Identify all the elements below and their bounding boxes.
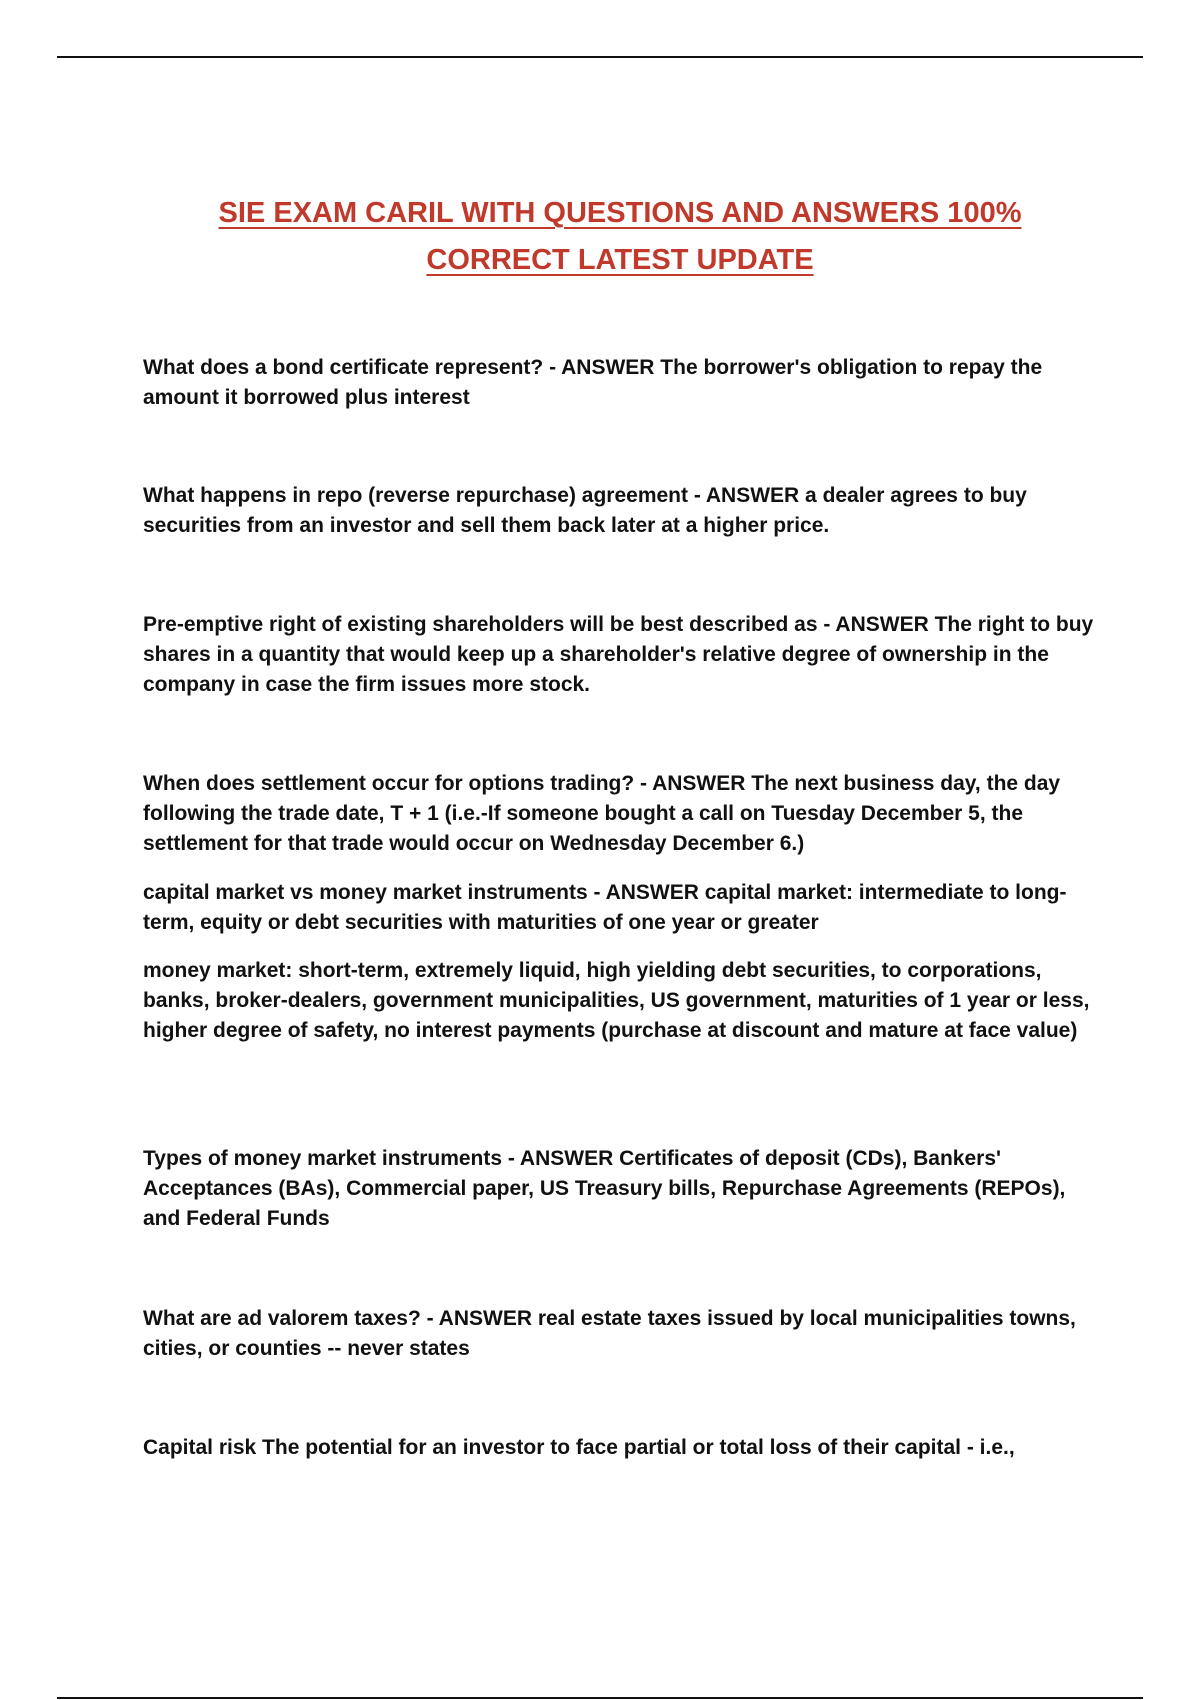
qa-entry-capital-risk: Capital risk The potential for an investor to face partial or total loss of their capital - i.e., bbox=[143, 1436, 1015, 1459]
title-line-1: SIE EXAM CARIL WITH QUESTIONS AND ANSWERS 100% bbox=[218, 197, 1022, 229]
title-line-2: CORRECT LATEST UPDATE bbox=[426, 244, 814, 276]
document-title bbox=[0, 190, 1200, 284]
footer-rule bbox=[57, 1697, 1143, 1699]
qa-entry-repo-agreement: What happens in repo (reverse repurchase) agreement - ANSWER a dealer agrees to buy securities from an investor and sell them back later at a higher price. bbox=[143, 484, 1027, 537]
qa-entry-money-market-types: Types of money market instruments - ANSWER Certificates of deposit (CDs), Bankers' Acceptances (BAs), Commercial paper, US Treasury bills, Repurchase Agreements (REPOs), and Federal Funds bbox=[143, 1147, 1066, 1230]
qa-entry-bond-certificate: What does a bond certificate represent? - ANSWER The borrower's obligation to repay the amount it borrowed plus interest bbox=[143, 356, 1043, 409]
qa-entry-ad-valorem-taxes: What are ad valorem taxes? - ANSWER real estate taxes issued by local municipalities towns, cities, or counties -- never states bbox=[143, 1307, 1076, 1360]
qa-entry-preemptive-right: Pre-emptive right of existing shareholders will be best described as - ANSWER The right to buy shares in a quantity that would keep up a shareholder's relative degree of ownership in the company in case the firm issues more stock. bbox=[143, 613, 1094, 696]
qa-entry-money-market-detail: money market: short-term, extremely liquid, high yielding debt securities, to corporations, banks, broker-dealers, government municipalities, US government, maturities of 1 year or less, higher degree of safety, no interest payments (purchase at discount and mature at face value) bbox=[143, 959, 1090, 1042]
qa-entry-capital-vs-money-market: capital market vs money market instruments - ANSWER capital market: intermediate to long-term, equity or debt securities with maturities of one year or greater bbox=[143, 881, 1067, 934]
header-rule bbox=[57, 56, 1143, 58]
qa-entry-options-settlement: When does settlement occur for options trading? - ANSWER The next business day, the day following the trade date, T + 1 (i.e.-If someone bought a call on Tuesday December 5, the settlement for that trade would occur on Wednesday December 6.) bbox=[143, 772, 1061, 855]
